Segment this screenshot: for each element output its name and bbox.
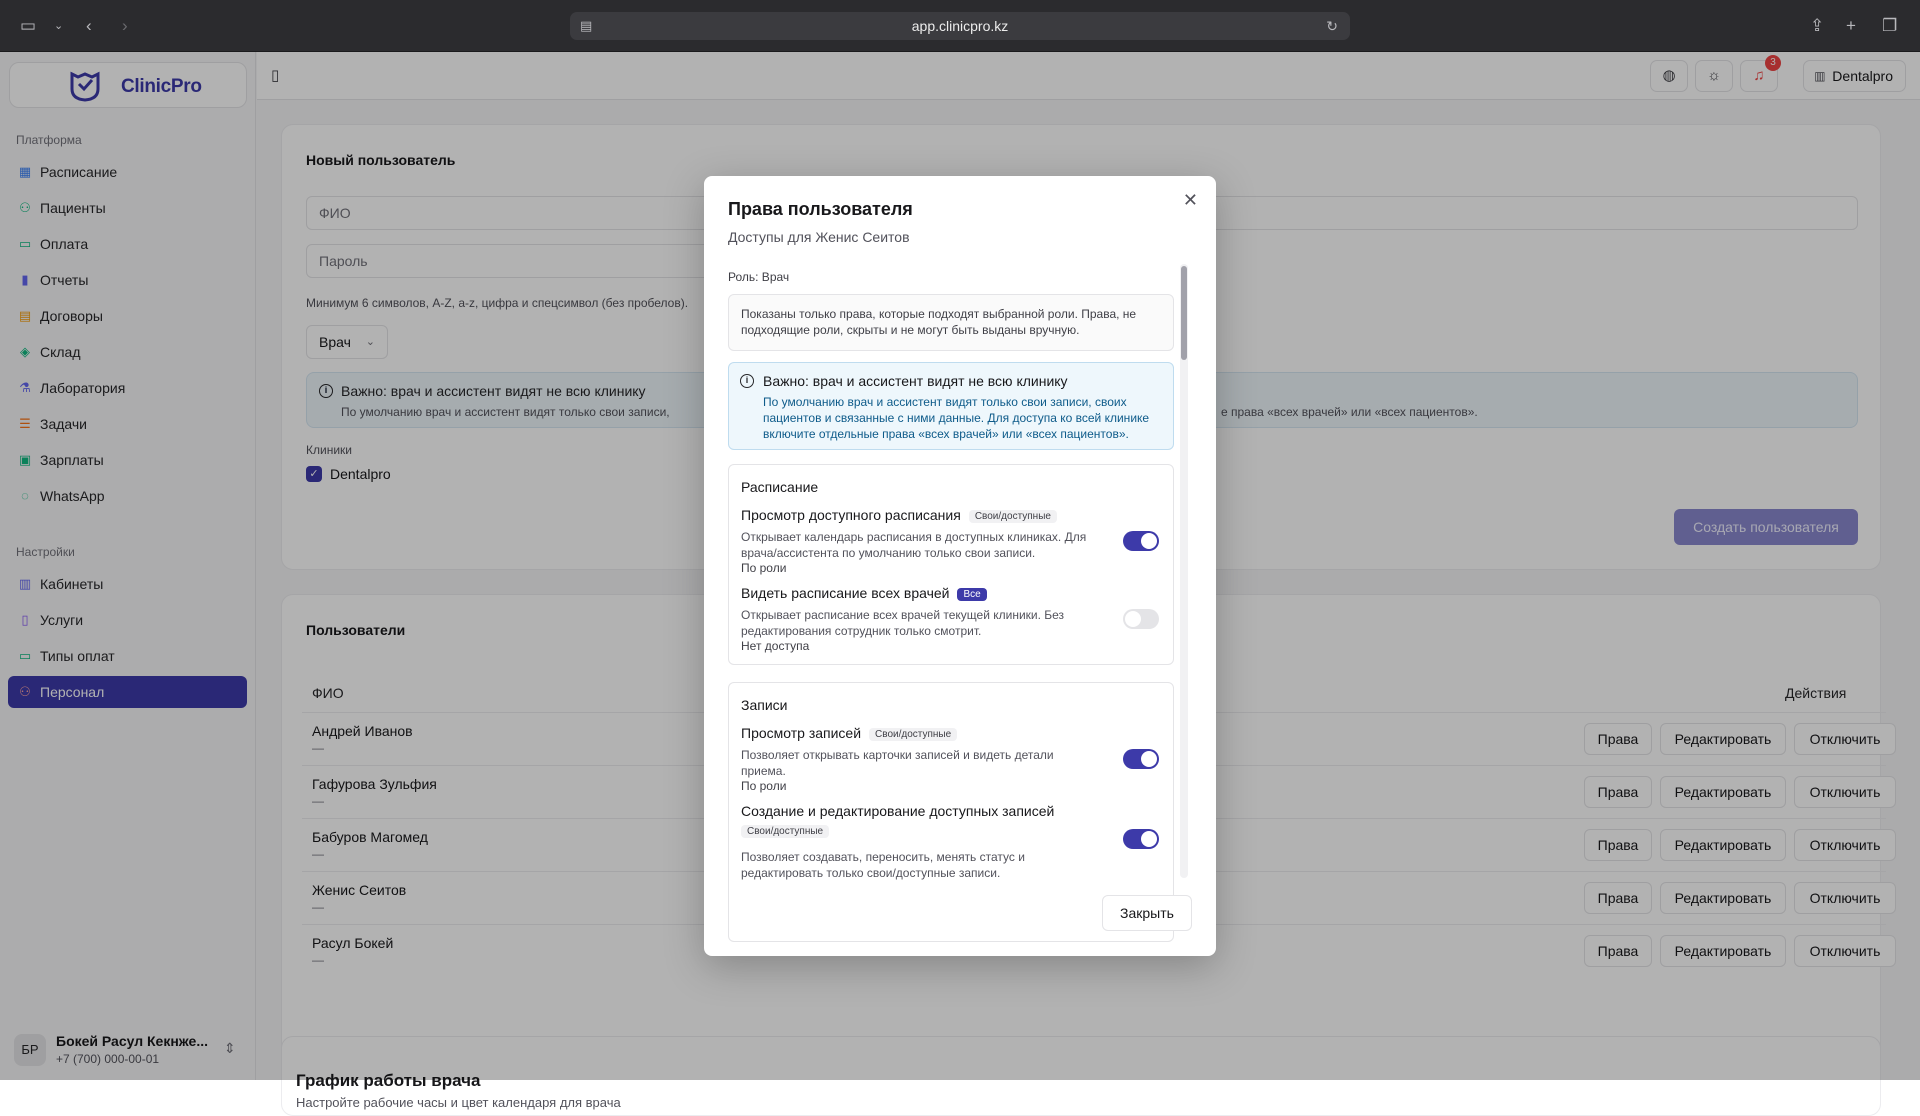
globe-icon: ◍ [1662, 67, 1676, 84]
calendar-icon: ▦ [18, 164, 32, 179]
edit-button[interactable]: Редактировать [1660, 776, 1786, 808]
user-name: Бокей Расул Кекнже... [56, 1033, 209, 1049]
permission-toggle[interactable] [1123, 531, 1159, 551]
chevron-down-icon: ⌄ [365, 336, 375, 348]
toggle-knob [1141, 751, 1157, 767]
clinics-label: Клиники [306, 443, 352, 457]
group-title: Записи [741, 697, 788, 713]
back-icon[interactable]: ‹ [86, 16, 92, 35]
edit-button[interactable]: Редактировать [1660, 882, 1786, 914]
visibility-alert [728, 362, 1174, 450]
file-icon: ▤ [18, 308, 32, 323]
user-name: Бабуров Магомед [312, 829, 428, 845]
url-text: app.clinicpro.kz [911, 18, 1009, 34]
chevron-down-icon[interactable]: ⌄ [54, 20, 64, 32]
sidebar-item-label: Лаборатория [40, 380, 126, 396]
password-input[interactable]: Пароль [306, 244, 726, 278]
permission-item [741, 725, 1161, 797]
permission-status: По роли [741, 779, 787, 793]
door-icon: ▥ [18, 576, 32, 591]
permission-toggle[interactable] [1123, 609, 1159, 629]
role-value: Врач [319, 334, 351, 350]
scope-tag: Свои/доступные [741, 825, 829, 838]
sidebar-item-label: Типы оплат [40, 648, 115, 664]
permission-item [741, 803, 1161, 903]
permission-title: Просмотр доступного расписания [741, 507, 961, 523]
create-user-button[interactable]: Создать пользователя [1674, 509, 1858, 545]
permission-description: Позволяет открывать карточки записей и видеть детали приема. [741, 748, 1054, 778]
permission-item [741, 585, 1161, 657]
disable-button[interactable]: Отключить [1794, 935, 1896, 967]
new-tab-icon[interactable]: + [1846, 16, 1856, 35]
sidebar-item-label: Склад [40, 344, 81, 360]
sidebar-item-label: Договоры [40, 308, 103, 324]
bell-icon: ♫ [1753, 67, 1765, 84]
info-icon: i [740, 374, 754, 388]
check-icon: ✓ [309, 468, 319, 480]
alert-title: Важно: врач и ассистент видят не всю клинику [341, 383, 646, 399]
toggle-knob [1125, 611, 1141, 627]
reload-icon[interactable]: ↻ [1326, 18, 1338, 34]
sidebar-item-label: Кабинеты [40, 576, 104, 592]
rights-button[interactable]: Права [1584, 935, 1652, 967]
building-icon: ▥ [1814, 69, 1826, 83]
user-name: Женис Сеитов [312, 882, 407, 898]
edit-button[interactable]: Редактировать [1660, 723, 1786, 755]
rights-button[interactable]: Права [1584, 776, 1652, 808]
permission-title: Просмотр записей [741, 725, 862, 741]
sidebar-item-label: Пациенты [40, 200, 106, 216]
card-subtitle: Настройте рабочие часы и цвет календаря для врача [296, 1095, 621, 1110]
chevrons-up-down-icon: ⇕ [224, 1040, 236, 1056]
avatar: БР [14, 1034, 46, 1066]
banknote-icon: ▣ [18, 452, 32, 467]
edit-button[interactable]: Редактировать [1660, 829, 1786, 861]
column-header-actions: Действия [1785, 685, 1847, 701]
user-sub: — [312, 900, 324, 914]
user-name: Андрей Иванов [312, 723, 413, 739]
credit-card-icon: ▭ [18, 236, 32, 251]
disable-button[interactable]: Отключить [1794, 829, 1896, 861]
settings-section-label: Настройки [16, 545, 75, 559]
whatsapp-icon: ◌ [21, 488, 29, 503]
forward-icon[interactable]: › [122, 16, 128, 35]
toggle-knob [1141, 533, 1157, 549]
permission-toggle[interactable] [1123, 749, 1159, 769]
package-icon: ◈ [20, 344, 30, 359]
rights-button[interactable]: Права [1584, 882, 1652, 914]
flask-icon: ⚗ [19, 380, 31, 395]
sidebar-item-label: WhatsApp [40, 488, 105, 504]
user-sub: — [312, 741, 324, 755]
close-button[interactable]: Закрыть [1102, 895, 1192, 931]
column-header-name: ФИО [312, 685, 344, 701]
permission-title: Создание и редактирование доступных записей [741, 803, 1055, 819]
sidebar-item-label: Оплата [40, 236, 89, 252]
alert-text: По умолчанию врач и ассистент видят только свои записи, своих пациентов и связанные с ними данные. Для доступа ко всей клинике включите отдельные права «всех врачей» или «всех пациентов». [763, 395, 1150, 441]
address-bar[interactable] [570, 12, 1350, 40]
permission-group-schedule [728, 464, 1174, 665]
alert-title: Важно: врач и ассистент видят не всю клинику [763, 373, 1068, 389]
fio-input[interactable]: ФИО [306, 196, 1858, 230]
user-name: Расул Бокей [312, 935, 394, 951]
toggle-knob [1141, 831, 1157, 847]
disable-button[interactable]: Отключить [1794, 776, 1896, 808]
sidebar-toggle-icon[interactable]: ▭ [20, 16, 37, 35]
card-title: График работы врача [296, 1071, 481, 1090]
share-icon[interactable]: ⇪ [1810, 16, 1825, 35]
rights-button[interactable]: Права [1584, 829, 1652, 861]
scope-tag: Свои/доступные [869, 728, 957, 741]
permission-description: Позволяет создавать, переносить, менять статус и редактировать только свои/доступные записи. [741, 850, 1025, 880]
tabs-overview-icon[interactable]: ❐ [1882, 16, 1898, 35]
role-filter-note: Показаны только права, которые подходят выбранной роли. Права, не подходящие роли, скрыты и не могут быть выданы вручную. [728, 294, 1174, 351]
permission-item [741, 507, 1161, 579]
permission-status: По роли [741, 561, 787, 575]
logo-text: ClinicPro [121, 76, 202, 97]
sidebar-item-label: Расписание [40, 164, 118, 180]
scrollbar-thumb[interactable] [1181, 266, 1187, 360]
edit-button[interactable]: Редактировать [1660, 935, 1786, 967]
permission-description: Открывает расписание всех врачей текущей клиники. Без редактирования сотрудник только смотрит. [741, 608, 1065, 638]
sidebar-item-label: Персонал [40, 684, 105, 700]
disable-button[interactable]: Отключить [1794, 723, 1896, 755]
list-icon: ☰ [19, 416, 31, 431]
site-settings-icon[interactable]: ▤ [580, 18, 593, 33]
scope-tag: Все [957, 588, 986, 601]
permission-description: Открывает календарь расписания в доступных клиниках. Для врача/ассистента по умолчанию только свои записи. [741, 530, 1087, 560]
rights-button[interactable]: Права [1584, 723, 1652, 755]
user-sub: — [312, 847, 324, 861]
close-icon[interactable]: ✕ [1182, 190, 1198, 210]
disable-button[interactable]: Отключить [1794, 882, 1896, 914]
permission-status: Нет доступа [741, 639, 810, 653]
card-title: Пользователи [306, 622, 406, 638]
clinic-name: Dentalpro [1832, 68, 1893, 84]
sidebar-item-label: Зарплаты [40, 452, 104, 468]
user-permissions-dialog [704, 176, 1216, 956]
staff-icon: ⚇ [19, 684, 31, 699]
browser-toolbar [0, 0, 1920, 52]
permissions-scroll-area[interactable] [728, 262, 1176, 880]
group-title: Расписание [741, 479, 819, 495]
user-phone: +7 (700) 000-00-01 [56, 1052, 160, 1066]
permission-toggle[interactable] [1123, 829, 1159, 849]
role-label: Роль: Врач [728, 270, 790, 284]
permission-title: Видеть расписание всех врачей [741, 585, 950, 601]
dialog-title: Права пользователя [728, 199, 913, 219]
user-name: Гафурова Зульфия [312, 776, 437, 792]
scope-tag: Свои/доступные [969, 510, 1057, 523]
wallet-icon: ▭ [18, 648, 32, 663]
dialog-subtitle: Доступы для Женис Сеитов [728, 229, 910, 245]
password-hint: Минимум 6 символов, A-Z, a-z, цифра и спецсимвол (без пробелов). [306, 296, 689, 310]
user-sub: — [312, 794, 324, 808]
card-title: Новый пользователь [306, 152, 456, 168]
sidebar-item-label: Отчеты [40, 272, 89, 288]
info-icon: i [319, 384, 333, 398]
users-icon: ⚇ [19, 200, 31, 215]
sidebar-item-label: Задачи [40, 416, 88, 432]
clinic-option-label: Dentalpro [330, 466, 391, 482]
book-icon: ▯ [21, 612, 29, 627]
platform-section-label: Платформа [16, 133, 82, 147]
alert-text: По умолчанию врач и ассистент видят только свои записи, [341, 405, 670, 419]
bar-chart-icon: ▮ [21, 272, 29, 287]
sidebar-item-label: Услуги [40, 612, 84, 628]
notification-badge: 3 [1765, 55, 1781, 71]
user-sub: — [312, 953, 324, 967]
scrollbar[interactable] [1180, 264, 1188, 878]
sidebar-toggle-icon[interactable]: ▯ [271, 67, 280, 84]
sun-icon: ☼ [1707, 67, 1721, 84]
alert-text-end: е права «всех врачей» или «всех пациентов». [1221, 405, 1478, 419]
